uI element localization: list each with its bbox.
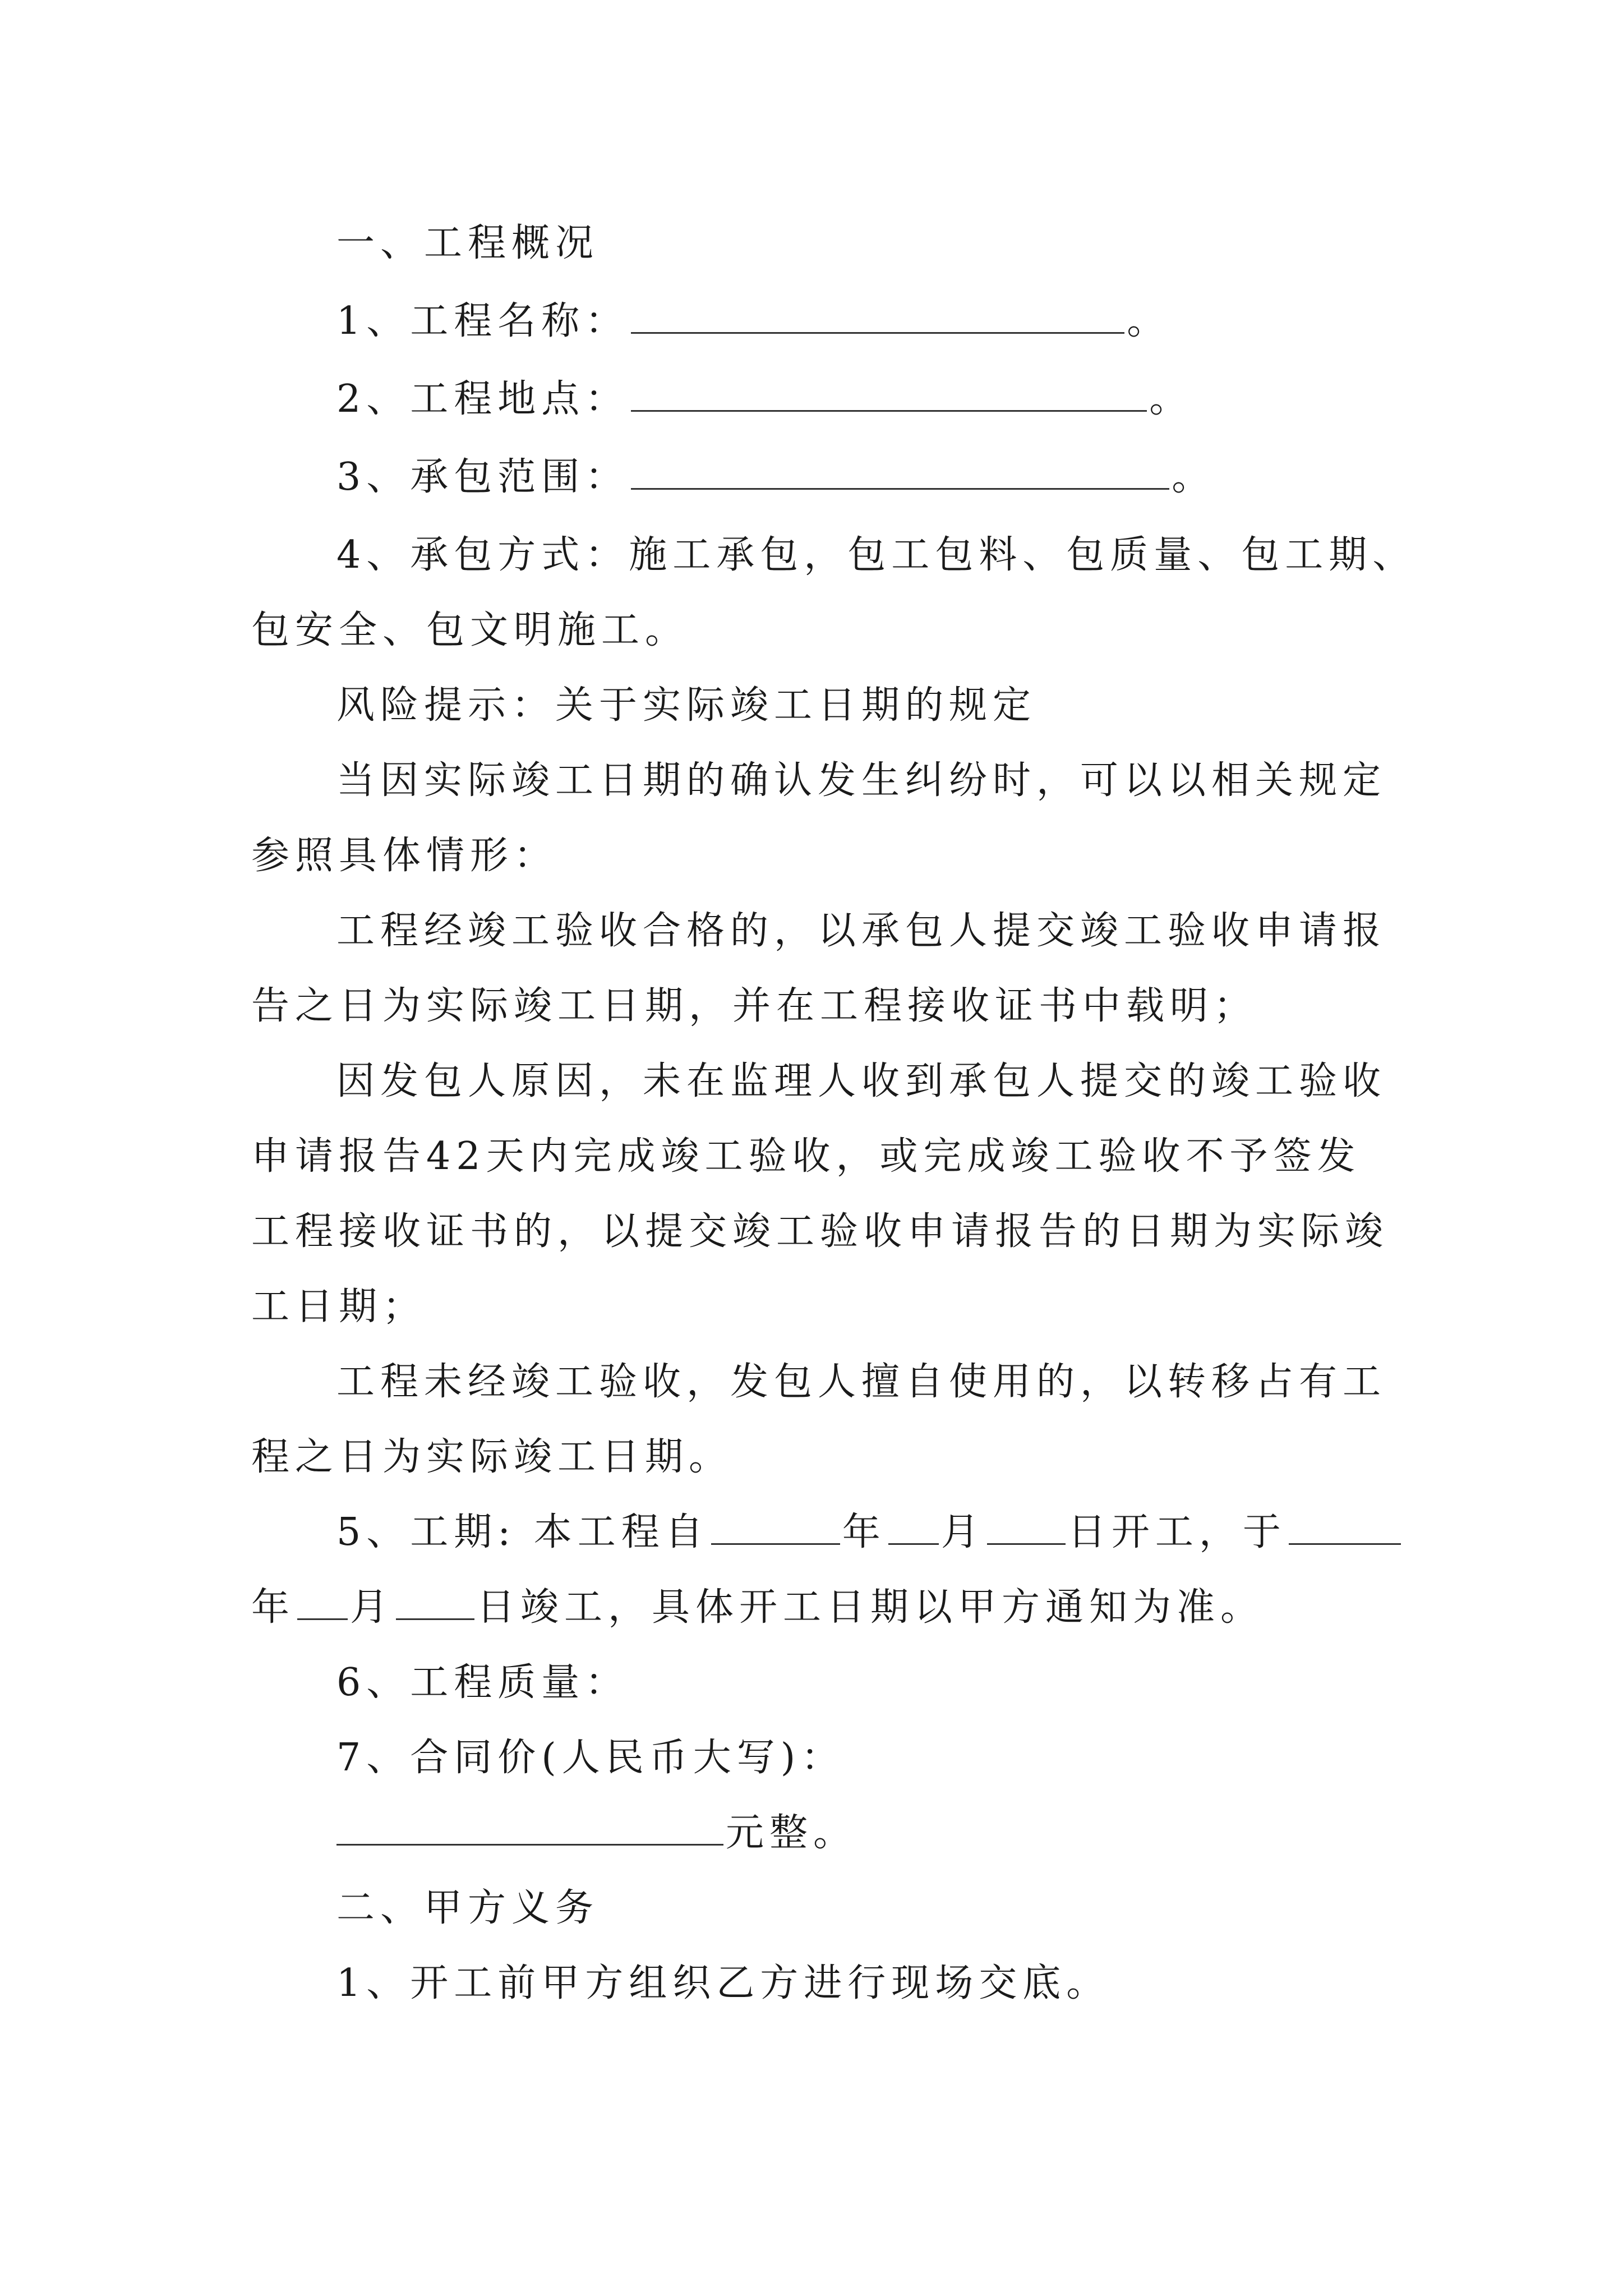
contract-price-amount: 元整。 bbox=[336, 1807, 1408, 1859]
risk-paragraph-3-cont-1: 申请报告42天内完成竣工验收，或完成竣工验收不予签发 bbox=[251, 1134, 1361, 1179]
item-contract-price: 7、合同价(人民币大写)： bbox=[336, 1736, 845, 1780]
end-month-blank bbox=[297, 1584, 348, 1620]
item-contract-scope: 3、承包范围： 。 bbox=[336, 452, 1408, 503]
section-heading-party-a-obligations: 二、甲方义务 bbox=[336, 1886, 600, 1930]
item-project-name: 1、工程名称： 。 bbox=[336, 296, 1408, 347]
end-day-blank bbox=[396, 1584, 474, 1620]
start-day-blank bbox=[987, 1508, 1066, 1545]
risk-paragraph-1: 当因实际竣工日期的确认发生纠纷时，可以以相关规定 bbox=[336, 758, 1387, 803]
item-project-location: 2、工程地点： 。 bbox=[336, 374, 1408, 425]
risk-paragraph-4-cont: 程之日为实际竣工日期。 bbox=[251, 1435, 733, 1479]
section-heading-project-overview: 一、工程概况 bbox=[336, 221, 600, 265]
end-year-blank bbox=[1289, 1508, 1401, 1545]
risk-paragraph-1-cont: 参照具体情形： bbox=[251, 834, 558, 878]
item-duration-cont: 年 月 日竣工，具体开工日期以甲方通知为准。 bbox=[251, 1582, 1407, 1634]
risk-title: 风险提示：关于实际竣工日期的规定 bbox=[336, 683, 1037, 728]
contract-price-blank bbox=[336, 1809, 723, 1846]
risk-paragraph-2: 工程经竣工验收合格的，以承包人提交竣工验收申请报 bbox=[336, 909, 1387, 953]
party-a-item-1: 1、开工前甲方组织乙方进行现场交底。 bbox=[336, 1961, 1110, 2005]
risk-paragraph-2-cont: 告之日为实际竣工日期，并在工程接收证书中载明； bbox=[251, 984, 1258, 1028]
risk-paragraph-3-cont-2: 工程接收证书的，以提交竣工验收申请报告的日期为实际竣 bbox=[251, 1209, 1389, 1254]
item-duration: 5、工期: 本工程自 年 月 日开工，于 bbox=[336, 1507, 1408, 1558]
start-month-blank bbox=[888, 1508, 939, 1545]
item-contract-method-cont: 包安全、包文明施工。 bbox=[251, 608, 689, 652]
item-contract-method: 4、承包方式：施工承包，包工包料、包质量、包工期、 bbox=[336, 533, 1417, 577]
risk-paragraph-4: 工程未经竣工验收，发包人擅自使用的，以转移占有工 bbox=[336, 1360, 1387, 1404]
project-name-blank bbox=[631, 297, 1124, 334]
contract-scope-blank bbox=[631, 453, 1169, 490]
risk-paragraph-3: 因发包人原因，未在监理人收到承包人提交的竣工验收 bbox=[336, 1059, 1387, 1103]
start-year-blank bbox=[711, 1508, 840, 1545]
item-quality: 6、工程质量： bbox=[336, 1660, 629, 1705]
project-location-blank bbox=[631, 375, 1147, 412]
risk-paragraph-3-cont-3: 工日期； bbox=[251, 1285, 427, 1329]
